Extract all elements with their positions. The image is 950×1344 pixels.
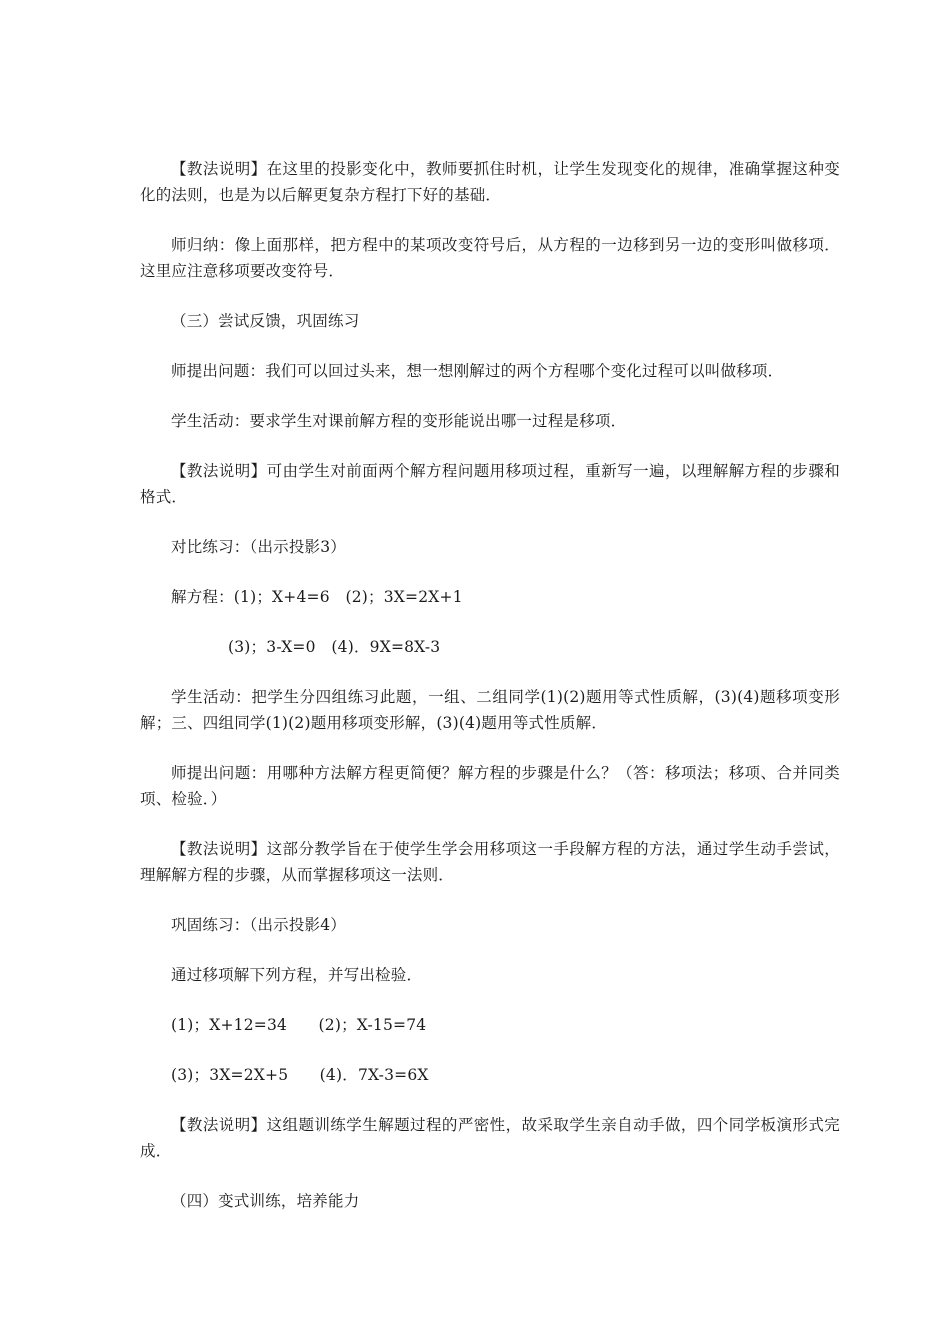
paragraph-teacher-summary: 师归纳：像上面那样，把方程中的某项改变符号后，从方程的一边移到另一边的变形叫做移项．这里应注意移项要改变符号． [140,236,840,280]
paragraph-teacher-question-1: 师提出问题：我们可以回过头来，想一想刚解过的两个方程哪个变化过程可以叫做移项． [171,362,784,380]
paragraph-student-activity-1: 学生活动：要求学生对课前解方程的变形能说出哪一过程是移项． [171,412,627,430]
document-body [140,156,840,1238]
paragraph-method-note-2: 【教法说明】可由学生对前面两个解方程问题用移项过程，重新写一遍，以理解解方程的步骤和格式． [140,462,840,506]
paragraph-exercise-instruction: 通过移项解下列方程，并写出检验． [171,966,423,984]
paragraph-teacher-question-2: 师提出问题：用哪种方法解方程更简便？解方程的步骤是什么？（答：移项法；移项、合并同类项、检验．） [140,764,840,808]
paragraph-method-note-3: 【教法说明】这部分教学旨在于使学生学会用移项这一手段解方程的方法，通过学生动手尝试，理解解方程的步骤，从而掌握移项这一法则． [140,840,840,884]
paragraph-comparison-exercise: 对比练习：（出示投影3） [171,538,347,556]
paragraph-consolidation-exercise: 巩固练习：（出示投影4） [171,916,347,934]
equation-line-4: (3)；3X=2X+5 (4)．7X-3=6X [171,1066,429,1084]
paragraph-student-activity-2: 学生活动：把学生分四组练习此题，一组、二组同学(1)(2)题用等式性质解，(3)(4)题移项变形解；三、四组同学(1)(2)题用移项变形解，(3)(4)题用等式性质解． [140,688,840,732]
equation-line-2: (3)；3-X=0 (4)．9X=8X-3 [228,638,441,656]
paragraph-method-note-1: 【教法说明】在这里的投影变化中，教师要抓住时机，让学生发现变化的规律，准确掌握这种变化的法则，也是为以后解更复杂方程打下好的基础． [140,160,840,204]
section-heading-4: （四）变式训练，培养能力 [171,1192,360,1210]
paragraph-method-note-4: 【教法说明】这组题训练学生解题过程的严密性，故采取学生亲自动手做，四个同学板演形式完成． [140,1116,840,1160]
section-heading-3: （三）尝试反馈，巩固练习 [171,312,360,330]
equation-line-1: 解方程：(1)；X+4=6 (2)；3X=2X+1 [171,588,463,606]
equation-line-3: (1)；X+12=34 (2)；X-15=74 [171,1016,427,1034]
